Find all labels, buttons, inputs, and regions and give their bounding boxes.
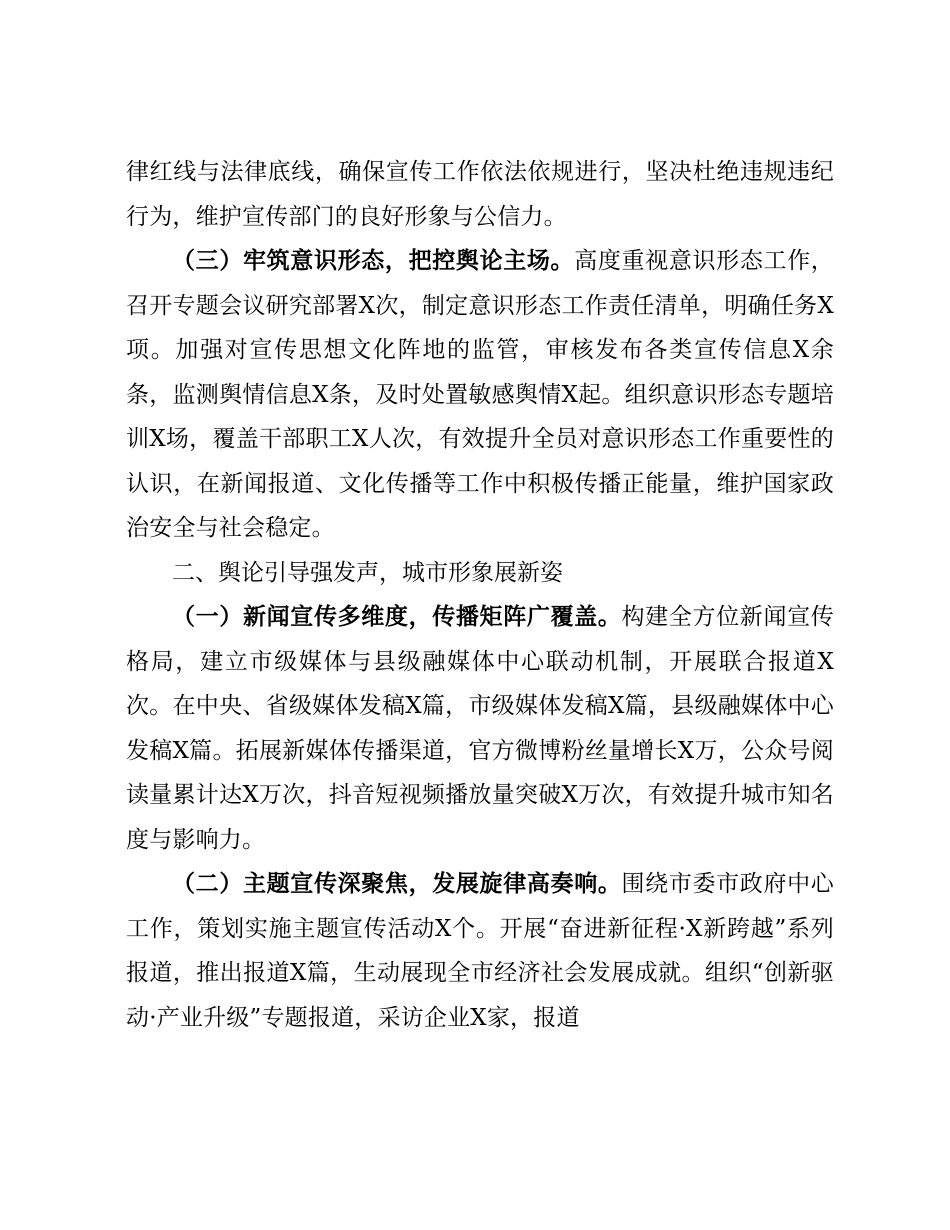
paragraph-ideology: [126, 239, 834, 551]
section-heading-public-opinion: 二、舆论引导强发声，城市形象展新姿: [172, 559, 563, 586]
paragraph-body-news-publicity: 构建全方位新闻宣传格局，建立市级媒体与县级融媒体中心联动机制，开展联合报道X次。在中央、省级媒体发稿X篇，市级媒体发稿X篇，县级融媒体中心发稿X篇。拓展新媒体传播渠道，官方微博粉丝量增长X万，公众号阅读量累计达X万次，抖音短视频播放量突破X万次，有效提升城市知名度与影响力。: [126, 604, 834, 853]
paragraph-body-ideology: 高度重视意识形态工作，召开专题会议研究部署X次，制定意识形态工作责任清单，明确任务X项。加强对宣传思想文化阵地的监管，审核发布各类宣传信息X余条，监测舆情信息X条，及时处置敏感舆情X起。组织意识形态专题培训X场，覆盖干部职工X人次，有效提升全员对意识形态工作重要性的认识，在新闻报道、文化传播等工作中积极传播正能量，维护国家政治安全与社会稳定。: [126, 248, 834, 541]
paragraph-body-theme-publicity: 围绕市委市政府中心工作，策划实施主题宣传活动X个。开展“奋进新征程·X新跨越”系列报道，推出报道X篇，生动展现全市经济社会发展成就。组织“创新驱动·产业升级”专题报道，采访企业X家，报道: [126, 871, 834, 1031]
paragraph-theme-publicity: [126, 862, 834, 1040]
paragraph-news-publicity: [126, 595, 834, 862]
paragraph-lead-ideology: （三）牢筑意识形态，把控舆论主场。: [172, 247, 575, 274]
document-page: [126, 150, 834, 1040]
paragraph-lead-theme-publicity: （二）主题宣传深聚焦，发展旋律高奏响。: [172, 870, 622, 897]
paragraph-continued: 律红线与法律底线，确保宣传工作依法依规进行，坚决杜绝违规违纪行为，维护宣传部门的良好形象与公信力。: [126, 159, 834, 230]
paragraph-lead-news-publicity: （一）新闻宣传多维度，传播矩阵广覆盖。: [172, 603, 622, 630]
